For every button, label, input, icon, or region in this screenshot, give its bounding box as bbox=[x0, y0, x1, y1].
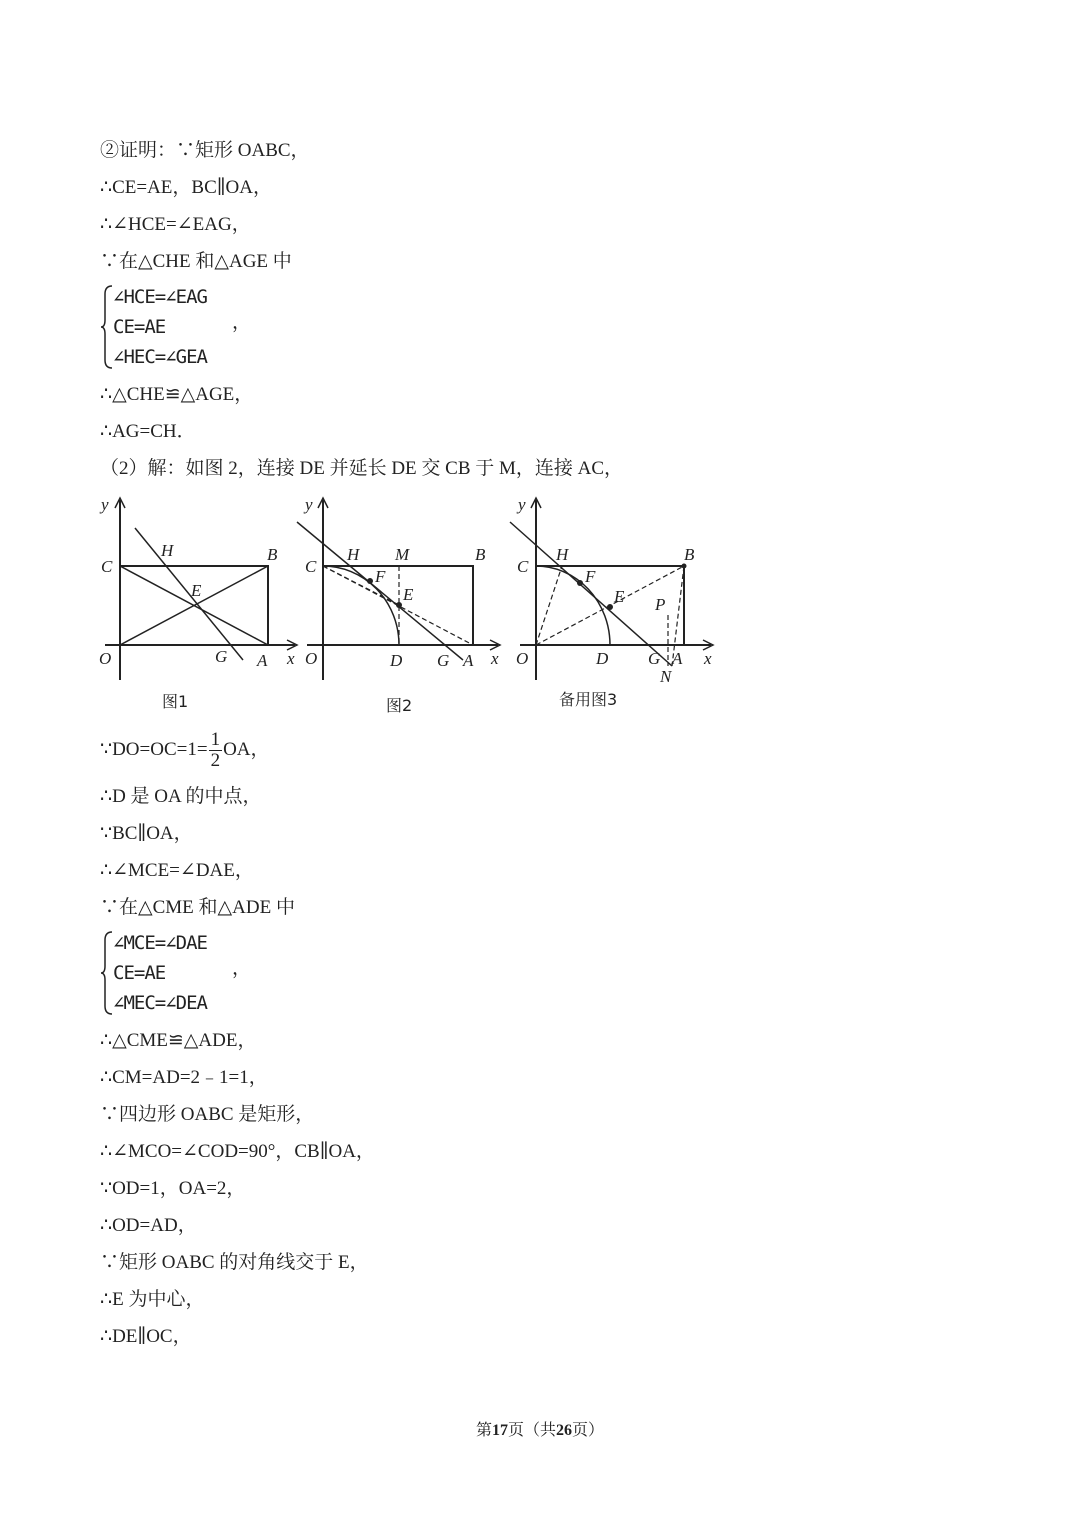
label-C: C bbox=[517, 557, 529, 576]
system-row: ∠HEC=∠GEA bbox=[113, 346, 207, 368]
system-row: ∠MEC=∠DEA bbox=[113, 992, 207, 1014]
system-row: ∠HCE=∠EAG bbox=[113, 286, 207, 308]
text-line: ∴E 为中心， bbox=[100, 1289, 205, 1310]
label-y: y bbox=[305, 495, 313, 514]
system-comma: ， bbox=[232, 958, 252, 979]
figure-2 bbox=[295, 490, 510, 695]
label-x: x bbox=[287, 649, 295, 668]
text-line: ∴DE∥OC， bbox=[100, 1326, 192, 1347]
text-line: ∴OD=AD， bbox=[100, 1215, 197, 1236]
figure-2-diagram bbox=[295, 490, 510, 690]
system-row: CE=AE bbox=[113, 316, 166, 338]
page-total: 26 bbox=[556, 1422, 572, 1439]
equation-system bbox=[100, 284, 400, 374]
figure-3-diagram bbox=[508, 490, 723, 690]
label-F: F bbox=[585, 567, 596, 586]
label-G: G bbox=[648, 649, 661, 668]
page-footer bbox=[0, 1417, 1080, 1440]
label-E: E bbox=[403, 585, 414, 604]
system-row: CE=AE bbox=[113, 962, 166, 984]
fraction-denominator: 2 bbox=[210, 750, 221, 772]
label-H: H bbox=[347, 545, 360, 564]
left-brace-icon bbox=[100, 284, 114, 370]
label-y: y bbox=[518, 495, 526, 514]
label-N: N bbox=[660, 667, 672, 686]
text-line: ∴△CHE≌△AGE， bbox=[100, 384, 254, 405]
figure-3 bbox=[508, 490, 723, 695]
text-line: ∵矩形 OABC 的对角线交于 E， bbox=[100, 1252, 369, 1273]
label-G: G bbox=[437, 651, 450, 670]
figure-1-caption: 图1 bbox=[162, 692, 189, 711]
text-segment: ∵DO=OC=1= bbox=[100, 739, 208, 760]
label-M: M bbox=[395, 545, 410, 564]
text-line: ∴△CME≌△ADE， bbox=[100, 1030, 257, 1051]
system-row: ∠MCE=∠DAE bbox=[113, 932, 207, 954]
label-O: O bbox=[305, 649, 318, 668]
label-O: O bbox=[99, 649, 112, 668]
label-P: P bbox=[655, 595, 666, 614]
text-line: ∴∠MCO=∠COD=90°，CB∥OA， bbox=[100, 1141, 375, 1162]
label-A: A bbox=[257, 651, 268, 670]
label-F: F bbox=[375, 567, 386, 586]
text-line: ∵OD=1，OA=2， bbox=[100, 1178, 246, 1199]
text-line: ∴CM=AD=2﹣1=1， bbox=[100, 1067, 268, 1088]
figure-2-caption: 图2 bbox=[386, 696, 413, 715]
text-line: ∵在△CHE 和△AGE 中 bbox=[100, 251, 292, 272]
text-line: ②证明：∵矩形 OABC， bbox=[100, 140, 310, 161]
label-C: C bbox=[101, 557, 113, 576]
label-B: B bbox=[267, 545, 278, 564]
footer-text: 页） bbox=[572, 1422, 605, 1439]
figure-3-caption: 备用图3 bbox=[559, 690, 618, 709]
label-B: B bbox=[475, 545, 486, 564]
footer-text: 第 bbox=[475, 1422, 492, 1439]
label-E: E bbox=[614, 587, 625, 606]
fraction-numerator: 1 bbox=[210, 729, 221, 751]
equation-system bbox=[100, 930, 400, 1020]
page-number: 17 bbox=[491, 1422, 508, 1439]
text-line: ∴AG=CH． bbox=[100, 421, 196, 442]
fraction bbox=[209, 730, 223, 771]
label-H: H bbox=[556, 545, 569, 564]
system-comma: ， bbox=[232, 312, 252, 333]
label-x: x bbox=[491, 649, 499, 668]
label-O: O bbox=[516, 649, 529, 668]
text-line: （2）解：如图 2，连接 DE 并延长 DE 交 CB 于 M，连接 AC， bbox=[100, 458, 624, 479]
text-line: ∴D 是 OA 的中点， bbox=[100, 786, 262, 807]
text-line: ∵BC∥OA， bbox=[100, 823, 193, 844]
label-y: y bbox=[101, 495, 109, 514]
text-line: ∵在△CME 和△ADE 中 bbox=[100, 897, 295, 918]
figure-1 bbox=[95, 490, 310, 695]
label-B: B bbox=[684, 545, 695, 564]
label-D: D bbox=[390, 651, 403, 670]
label-A: A bbox=[463, 651, 474, 670]
left-brace-icon bbox=[100, 930, 114, 1016]
text-line: ∴CE=AE，BC∥OA， bbox=[100, 177, 272, 198]
label-A: A bbox=[672, 649, 683, 668]
label-C: C bbox=[305, 557, 317, 576]
footer-text: 页（共 bbox=[507, 1422, 556, 1439]
text-line: ∴∠HCE=∠EAG， bbox=[100, 214, 251, 235]
text-segment: OA， bbox=[223, 739, 270, 760]
text-line-fraction bbox=[100, 728, 270, 772]
label-E: E bbox=[191, 581, 202, 600]
figure-1-diagram bbox=[95, 490, 310, 690]
text-line: ∴∠MCE=∠DAE， bbox=[100, 860, 254, 881]
label-H: H bbox=[161, 541, 174, 560]
label-G: G bbox=[215, 647, 228, 666]
text-line: ∵四边形 OABC 是矩形， bbox=[100, 1104, 315, 1125]
label-D: D bbox=[596, 649, 609, 668]
label-x: x bbox=[704, 649, 712, 668]
